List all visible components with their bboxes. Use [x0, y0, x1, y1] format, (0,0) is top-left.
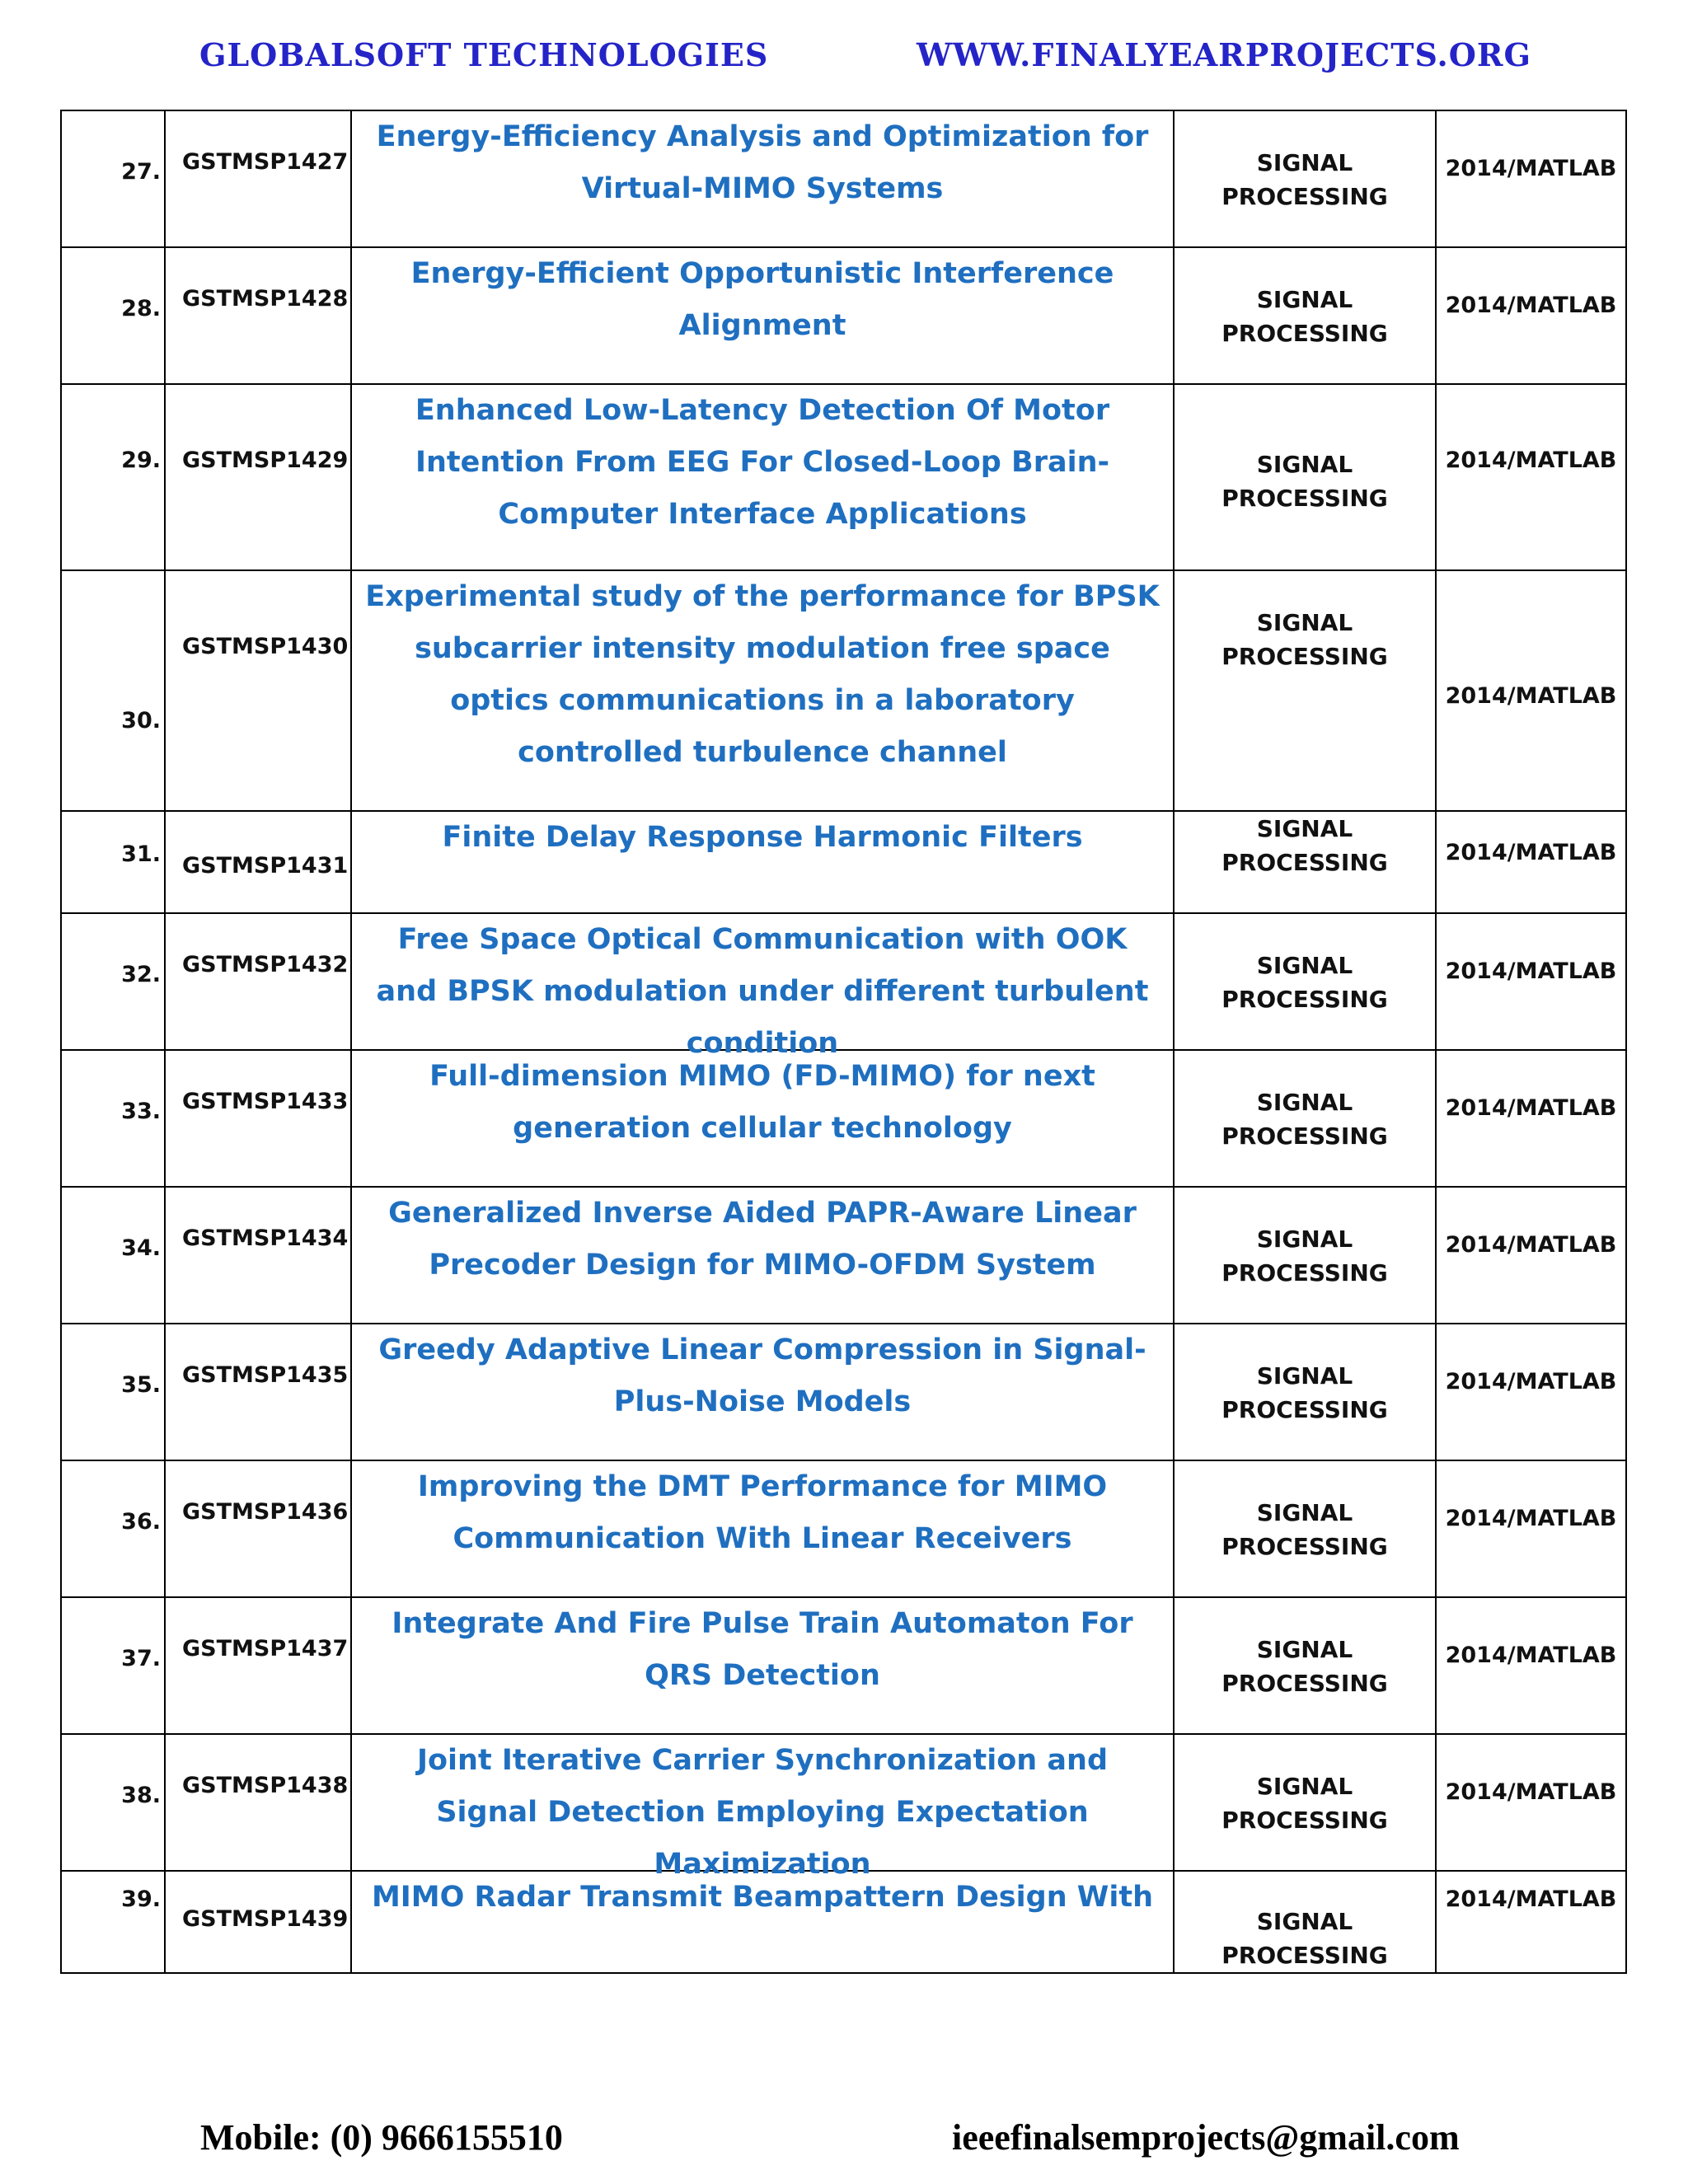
project-year-cell [1436, 384, 1626, 570]
project-code-cell [165, 1187, 351, 1324]
project-title: Enhanced Low-Latency Detection Of Motor Intention From EEG For Closed-Loop Brain-Computer Interface Applications [415, 394, 1110, 531]
row-number: 28. [121, 296, 161, 321]
row-number: 36. [121, 1509, 161, 1535]
row-number-cell [61, 1187, 165, 1324]
project-year: 2014/MATLAB [1445, 1779, 1617, 1805]
project-title-cell [351, 1460, 1174, 1597]
table-row [61, 811, 1626, 913]
table-row [61, 384, 1626, 570]
project-code: GSTMSP1428 [182, 286, 349, 312]
table-row [61, 570, 1626, 811]
project-year-cell [1436, 1460, 1626, 1597]
row-number-cell [61, 811, 165, 913]
row-number: 34. [121, 1235, 161, 1261]
table-row [61, 1050, 1626, 1187]
row-number-cell [61, 384, 165, 570]
row-number-cell [61, 913, 165, 1050]
project-domain-cell [1174, 1460, 1436, 1597]
project-code: GSTMSP1429 [182, 448, 349, 473]
project-domain-cell [1174, 384, 1436, 570]
project-year: 2014/MATLAB [1445, 683, 1617, 709]
row-number: 37. [121, 1646, 161, 1671]
project-title-cell [351, 1871, 1174, 1973]
project-domain-cell [1174, 247, 1436, 384]
project-code-cell [165, 247, 351, 384]
row-number-cell [61, 1734, 165, 1871]
project-title-cell [351, 1597, 1174, 1734]
row-number-cell [61, 570, 165, 811]
table-row [61, 1460, 1626, 1597]
project-code: GSTMSP1431 [182, 853, 349, 879]
row-number: 29. [121, 448, 161, 473]
project-domain: SIGNAL PROCESSING [1221, 815, 1388, 876]
project-code-cell [165, 384, 351, 570]
row-number: 38. [121, 1783, 161, 1808]
project-title: Greedy Adaptive Linear Compression in Signal-Plus-Noise Models [378, 1333, 1146, 1418]
project-year-cell [1436, 570, 1626, 811]
project-code: GSTMSP1439 [182, 1906, 349, 1932]
project-year-cell [1436, 1871, 1626, 1973]
page-header [0, 36, 1688, 82]
project-year: 2014/MATLAB [1445, 1095, 1617, 1121]
project-table [60, 110, 1627, 1974]
project-code: GSTMSP1437 [182, 1636, 349, 1661]
project-domain: SIGNAL PROCESSING [1221, 1226, 1388, 1286]
project-year: 2014/MATLAB [1445, 1232, 1617, 1258]
row-number-cell [61, 1871, 165, 1973]
project-domain-cell [1174, 570, 1436, 811]
project-domain: SIGNAL PROCESSING [1221, 609, 1388, 670]
table-row [61, 1734, 1626, 1871]
website-link[interactable]: WWW.FINALYEARPROJECTS.ORG [917, 36, 1531, 73]
row-number: 39. [121, 1886, 161, 1912]
row-number: 30. [121, 708, 161, 733]
project-year-cell [1436, 913, 1626, 1050]
project-year-cell [1436, 1324, 1626, 1460]
project-title-cell [351, 1734, 1174, 1881]
project-year: 2014/MATLAB [1445, 1886, 1617, 1912]
project-code-cell [165, 570, 351, 811]
project-code: GSTMSP1436 [182, 1499, 349, 1525]
project-title: Full-dimension MIMO (FD-MIMO) for next generation cellular technology [429, 1060, 1095, 1145]
project-title-cell [351, 913, 1174, 1060]
project-year-cell [1436, 110, 1626, 247]
project-year: 2014/MATLAB [1445, 958, 1617, 984]
project-code-cell [165, 1734, 351, 1871]
project-domain: SIGNAL PROCESSING [1221, 1499, 1388, 1560]
project-title: Improving the DMT Performance for MIMO Communication With Linear Receivers [417, 1470, 1108, 1555]
project-title: MIMO Radar Transmit Beampattern Design With [371, 1881, 1154, 1914]
project-code: GSTMSP1434 [182, 1226, 349, 1251]
project-domain: SIGNAL PROCESSING [1221, 1636, 1388, 1697]
project-code-cell [165, 1871, 351, 1973]
row-number: 27. [121, 159, 161, 185]
project-domain-cell [1174, 1050, 1436, 1187]
project-domain-cell [1174, 1871, 1436, 1973]
table-row [61, 1871, 1626, 1973]
row-number: 31. [121, 841, 161, 867]
project-year: 2014/MATLAB [1445, 1369, 1617, 1394]
project-code: GSTMSP1430 [182, 634, 349, 659]
project-code-cell [165, 811, 351, 913]
table-row [61, 913, 1626, 1050]
table-row [61, 1187, 1626, 1324]
project-code-cell [165, 1050, 351, 1187]
project-title-cell [351, 1187, 1174, 1324]
project-code-cell [165, 1324, 351, 1460]
project-domain: SIGNAL PROCESSING [1221, 1908, 1388, 1969]
row-number: 32. [121, 962, 161, 987]
project-title: Free Space Optical Communication with OOK and BPSK modulation under different turbulent condition [376, 923, 1149, 1060]
project-domain: SIGNAL PROCESSING [1221, 286, 1388, 347]
project-domain: SIGNAL PROCESSING [1221, 149, 1388, 210]
project-title-cell [351, 811, 1174, 913]
project-title-cell [351, 570, 1174, 811]
row-number-cell [61, 247, 165, 384]
project-domain: SIGNAL PROCESSING [1221, 451, 1388, 512]
row-number-cell [61, 1597, 165, 1734]
project-domain-cell [1174, 1597, 1436, 1734]
project-code-cell [165, 1597, 351, 1734]
row-number-cell [61, 110, 165, 247]
project-code: GSTMSP1435 [182, 1362, 349, 1388]
project-year-cell [1436, 1734, 1626, 1871]
project-year: 2014/MATLAB [1445, 293, 1617, 318]
project-code-cell [165, 1460, 351, 1597]
row-number-cell [61, 1324, 165, 1460]
project-title: Joint Iterative Carrier Synchronization and Signal Detection Employing Expectation Maximization [416, 1744, 1109, 1881]
mobile-number: Mobile: (0) 9666155510 [200, 2117, 563, 2158]
project-code: GSTMSP1433 [182, 1089, 349, 1114]
project-domain-cell [1174, 913, 1436, 1050]
project-domain-cell [1174, 1734, 1436, 1871]
project-title-cell [351, 247, 1174, 384]
company-name: GLOBALSOFT TECHNOLOGIES [199, 36, 769, 73]
project-title: Finite Delay Response Harmonic Filters [442, 821, 1083, 854]
table-row [61, 1324, 1626, 1460]
project-domain: SIGNAL PROCESSING [1221, 1089, 1388, 1150]
project-year: 2014/MATLAB [1445, 448, 1617, 473]
project-title-cell [351, 1050, 1174, 1187]
project-title: Energy-Efficiency Analysis and Optimization for Virtual-MIMO Systems [376, 120, 1149, 205]
table-row [61, 247, 1626, 384]
project-title: Experimental study of the performance for BPSK subcarrier intensity modulation free space optics communications in a laboratory controlled turbulence channel [365, 580, 1160, 769]
email-address[interactable]: ieeefinalsemprojects@gmail.com [952, 2117, 1460, 2158]
project-code: GSTMSP1438 [182, 1773, 349, 1798]
project-year-cell [1436, 247, 1626, 384]
project-year-cell [1436, 1187, 1626, 1324]
project-domain: SIGNAL PROCESSING [1221, 1362, 1388, 1423]
project-domain-cell [1174, 811, 1436, 913]
project-code: GSTMSP1432 [182, 952, 349, 977]
project-title-cell [351, 1324, 1174, 1460]
project-title: Integrate And Fire Pulse Train Automaton For QRS Detection [392, 1607, 1133, 1692]
project-year: 2014/MATLAB [1445, 1506, 1617, 1531]
project-title-cell [351, 110, 1174, 247]
project-year: 2014/MATLAB [1445, 156, 1617, 181]
project-title-cell [351, 384, 1174, 570]
row-number: 35. [121, 1372, 161, 1398]
project-title: Energy-Efficient Opportunistic Interference Alignment [410, 257, 1114, 342]
project-year: 2014/MATLAB [1445, 840, 1617, 865]
project-domain-cell [1174, 110, 1436, 247]
table-row [61, 1597, 1626, 1734]
project-title: Generalized Inverse Aided PAPR-Aware Linear Precoder Design for MIMO-OFDM System [388, 1197, 1137, 1282]
project-year-cell [1436, 1050, 1626, 1187]
project-year-cell [1436, 811, 1626, 913]
project-domain: SIGNAL PROCESSING [1221, 1773, 1388, 1834]
row-number: 33. [121, 1099, 161, 1124]
project-year-cell [1436, 1597, 1626, 1734]
row-number-cell [61, 1460, 165, 1597]
project-code: GSTMSP1427 [182, 149, 349, 175]
project-code-cell [165, 110, 351, 247]
project-code-cell [165, 913, 351, 1050]
table-row [61, 110, 1626, 247]
project-domain-cell [1174, 1187, 1436, 1324]
project-domain: SIGNAL PROCESSING [1221, 952, 1388, 1013]
row-number-cell [61, 1050, 165, 1187]
project-year: 2014/MATLAB [1445, 1643, 1617, 1668]
project-domain-cell [1174, 1324, 1436, 1460]
